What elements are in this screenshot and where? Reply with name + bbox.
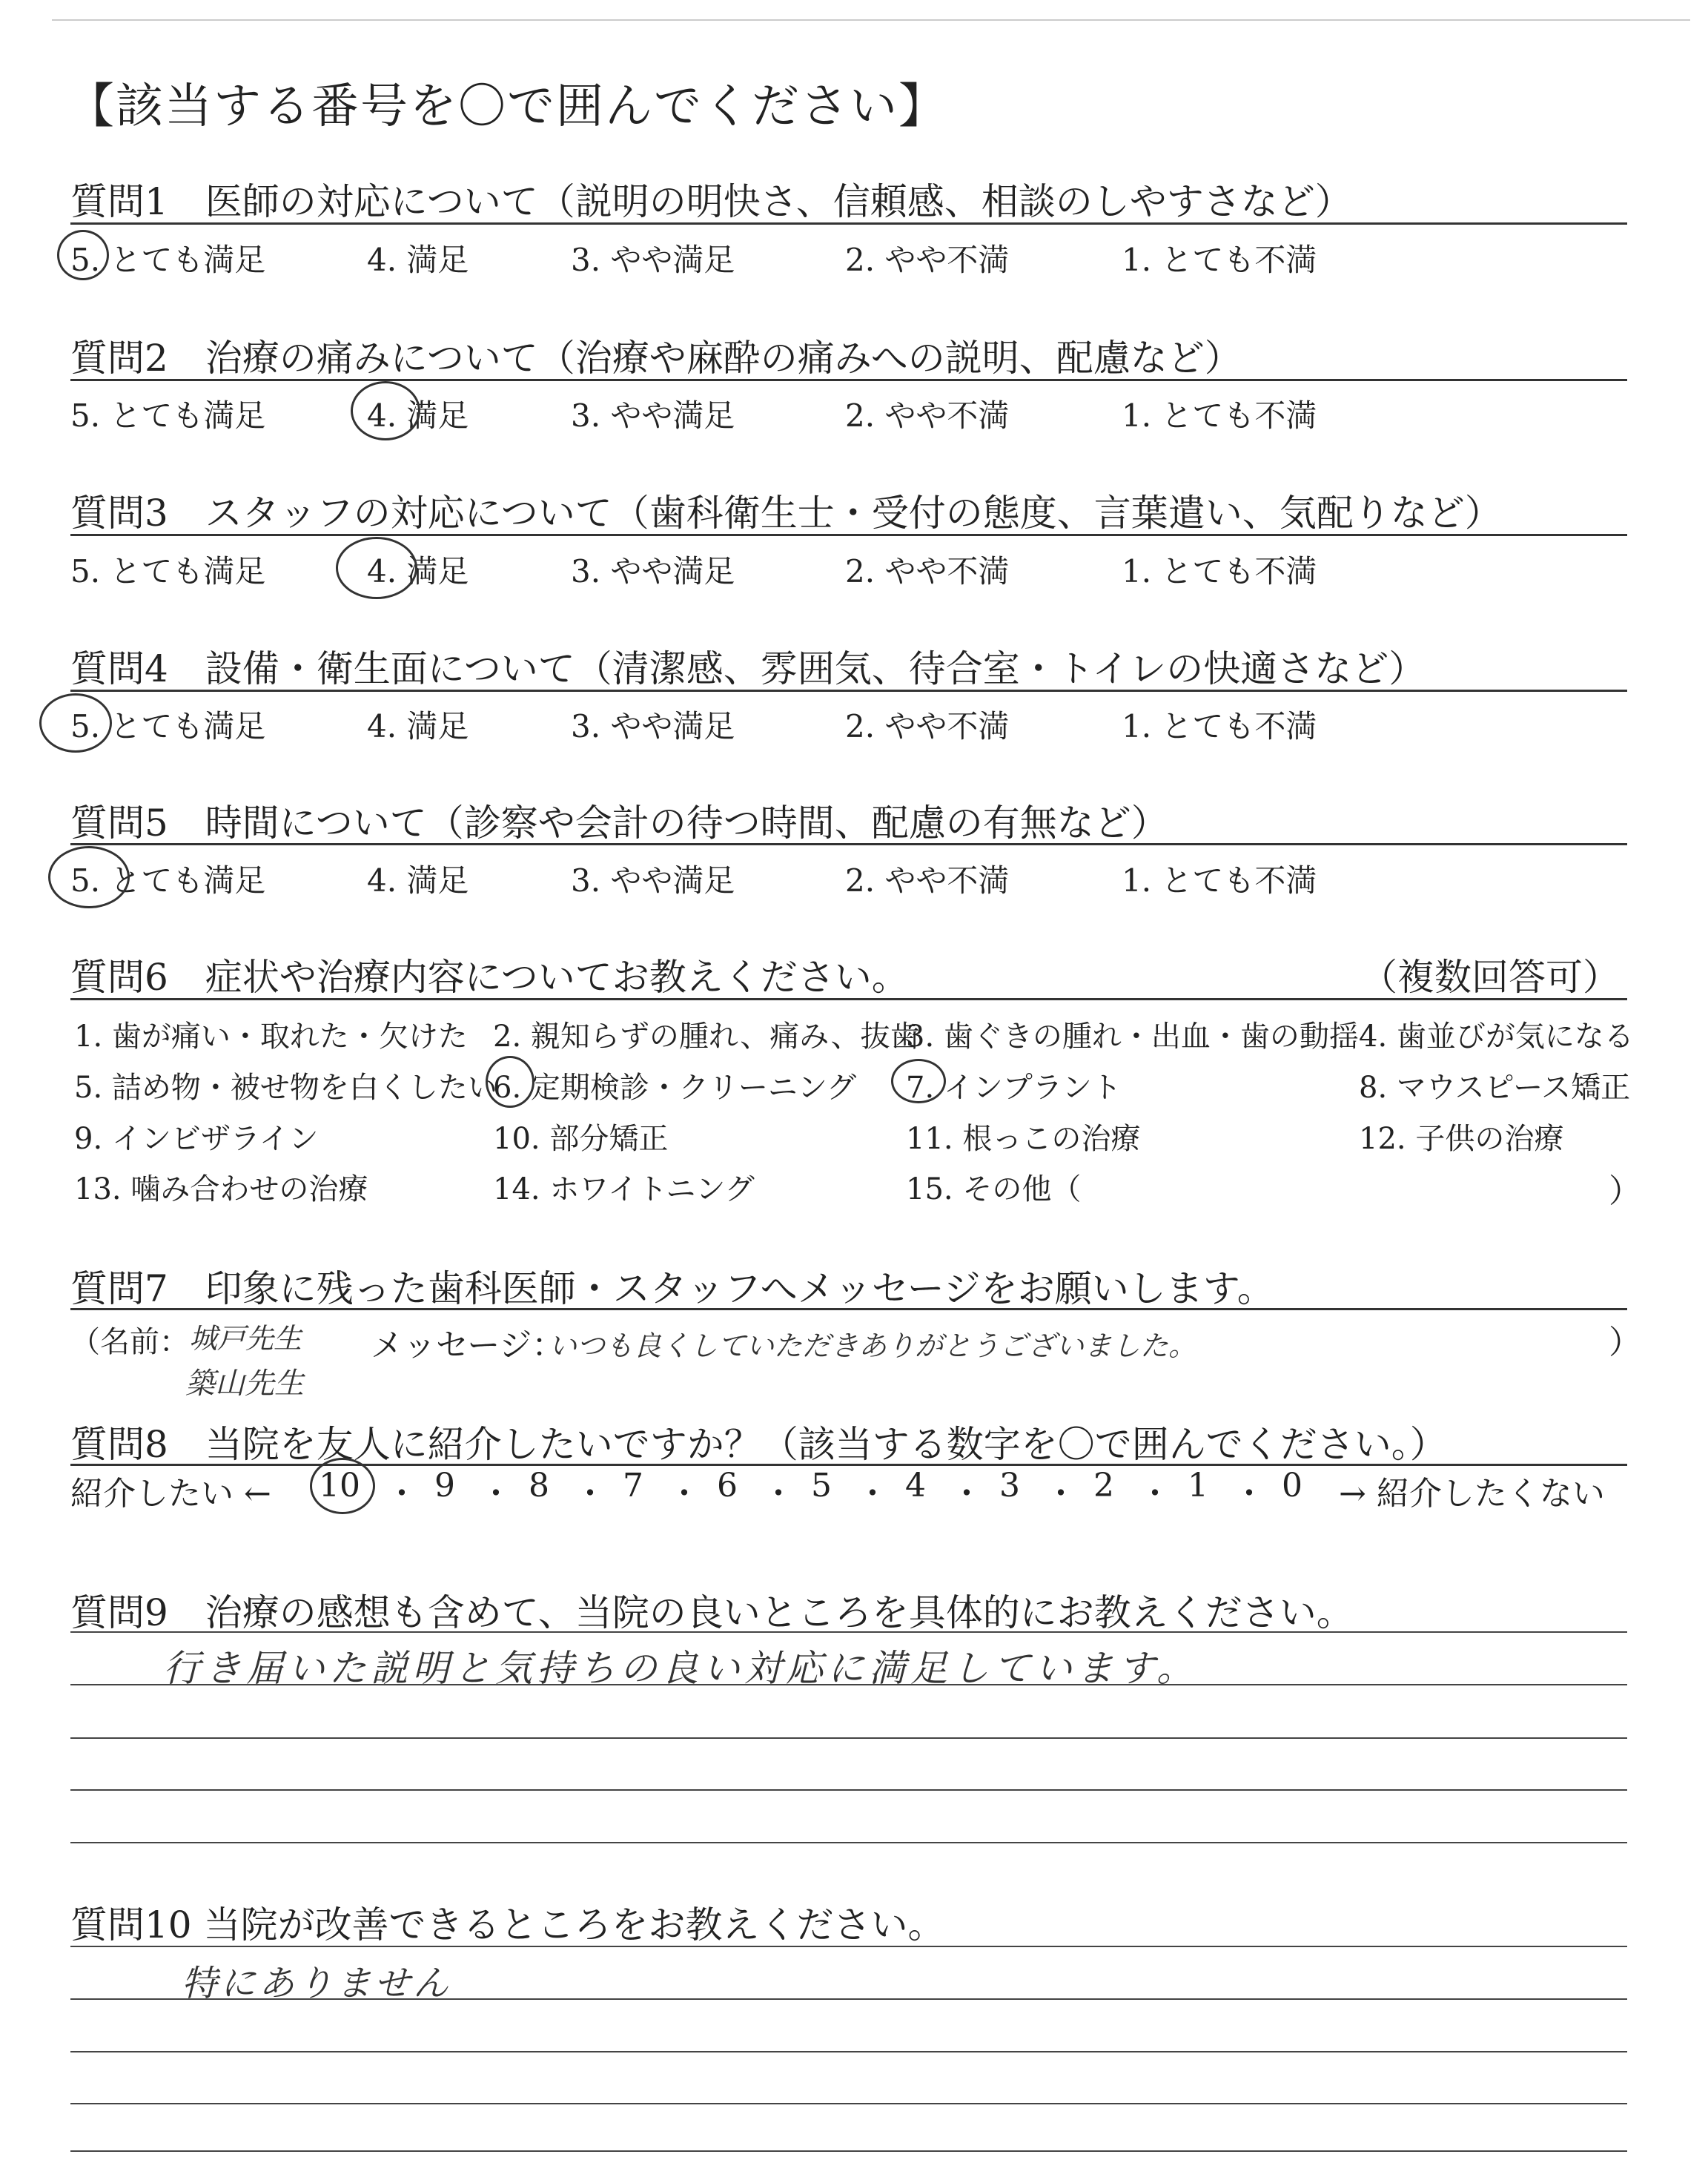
q8-dot: ・ (1233, 1475, 1265, 1513)
q1-option-3[interactable]: 3. やや満足 (571, 242, 735, 278)
q1-option-4[interactable]: 4. 満足 (367, 242, 469, 278)
q9-rule-5 (70, 1842, 1627, 1843)
q8-scale-3[interactable]: 3 (999, 1467, 1020, 1505)
q9-rule-3 (70, 1737, 1627, 1739)
q7-close-paren: ） (1609, 1324, 1641, 1361)
q8-scale-7[interactable]: 7 (623, 1467, 643, 1505)
q8-scale-1[interactable]: 1 (1188, 1467, 1208, 1505)
q7-name-handwritten-2: 築山先生 (185, 1367, 304, 1401)
question-1-options (70, 236, 1627, 280)
q3-option-3[interactable]: 3. やや満足 (571, 553, 735, 589)
q8-scale-10[interactable]: 10 (319, 1467, 360, 1505)
q3-option-1[interactable]: 1. とても不満 (1122, 553, 1317, 589)
question-6-note: （複数回答可） (1360, 956, 1620, 999)
q6-item-8[interactable]: 8. マウスピース矯正 (1359, 1071, 1631, 1105)
q10-rule-2 (70, 1998, 1627, 2000)
q8-dot: ・ (385, 1475, 418, 1513)
q10-answer-handwritten: 特にありません (182, 1963, 452, 2004)
q10-rule-1 (70, 1946, 1627, 1947)
q2-option-1[interactable]: 1. とても不満 (1122, 397, 1317, 434)
page-title: 【該当する番号を〇で囲んでください】 (67, 79, 947, 134)
q8-dot: ・ (762, 1475, 795, 1513)
q4-option-5[interactable]: 5. とても満足 (70, 708, 266, 744)
q6-selection-circle-6 (486, 1056, 534, 1108)
q6-other-close-paren: ） (1609, 1172, 1641, 1210)
question-1-rule (70, 222, 1627, 225)
q3-option-5[interactable]: 5. とても満足 (70, 553, 266, 589)
q6-item-15[interactable]: 15. その他（ (906, 1172, 1082, 1206)
q2-option-3[interactable]: 3. やや満足 (571, 397, 735, 434)
q5-option-1[interactable]: 1. とても不満 (1122, 862, 1317, 899)
question-3-label: 質問3 スタッフの対応について（歯科衛生士・受付の態度、言葉遣い、気配りなど） (70, 492, 1502, 535)
q2-option-4[interactable]: 4. 満足 (367, 397, 469, 434)
q6-item-6[interactable]: 6. 定期検診・クリーニング (493, 1071, 857, 1105)
q2-option-5[interactable]: 5. とても満足 (70, 397, 266, 434)
q6-item-10[interactable]: 10. 部分矯正 (493, 1122, 669, 1156)
q6-item-9[interactable]: 9. インビザライン (74, 1122, 319, 1156)
top-border (52, 19, 1690, 21)
q8-selection-circle (310, 1458, 375, 1514)
question-9-label: 質問9 治療の感想も含めて、当院の良いところを具体的にお教えください。 (70, 1591, 1354, 1634)
q8-dot: ・ (480, 1475, 512, 1513)
question-3-rule (70, 534, 1627, 536)
q8-right-label: → 紹介したくない (1339, 1475, 1605, 1513)
q8-scale-8[interactable]: 8 (529, 1467, 549, 1505)
q6-item-14[interactable]: 14. ホワイトニング (493, 1172, 755, 1206)
q6-selection-circle-7 (891, 1059, 946, 1103)
q10-rule-4 (70, 2103, 1627, 2104)
q8-dot: ・ (950, 1475, 983, 1513)
q7-message-handwritten: いつも良くしていただきありがとうございました。 (549, 1330, 1197, 1362)
q8-left-label: 紹介したい ← (70, 1475, 271, 1513)
question-6-label: 質問6 症状や治療内容についてお教えください。 (70, 956, 909, 999)
q6-item-4[interactable]: 4. 歯並びが気になる (1359, 1020, 1634, 1054)
q1-selection-circle (57, 230, 109, 280)
q6-item-11[interactable]: 11. 根っこの治療 (906, 1122, 1141, 1156)
q8-dot: ・ (668, 1475, 701, 1513)
q9-rule-2 (70, 1684, 1627, 1685)
q5-option-5[interactable]: 5. とても満足 (70, 862, 266, 899)
q10-rule-5 (70, 2150, 1627, 2152)
q5-option-4[interactable]: 4. 満足 (367, 862, 469, 899)
q3-selection-circle (336, 537, 417, 599)
q8-dot: ・ (856, 1475, 889, 1513)
q4-selection-circle (39, 693, 112, 753)
q4-option-2[interactable]: 2. やや不満 (845, 708, 1010, 744)
question-4-rule (70, 690, 1627, 692)
q7-name-handwritten-1: 城戸先生 (189, 1322, 302, 1355)
question-6-rule (70, 998, 1627, 1000)
question-5-rule (70, 843, 1627, 845)
q2-selection-circle (351, 381, 420, 440)
q8-dot: ・ (1139, 1475, 1171, 1513)
q5-option-3[interactable]: 3. やや満足 (571, 862, 735, 899)
q1-option-1[interactable]: 1. とても不満 (1122, 242, 1317, 278)
q9-answer-handwritten: 行き届いた説明と気持ちの良い対応に満足しています。 (163, 1647, 1198, 1690)
q2-option-2[interactable]: 2. やや不満 (845, 397, 1010, 434)
q4-option-3[interactable]: 3. やや満足 (571, 708, 735, 744)
q6-item-1[interactable]: 1. 歯が痛い・取れた・欠けた (74, 1020, 468, 1054)
question-2-options (70, 392, 1627, 436)
question-7-rule (70, 1308, 1627, 1310)
question-1-label: 質問1 医師の対応について（説明の明快さ、信頼感、相談のしやすさなど） (70, 180, 1352, 223)
q5-option-2[interactable]: 2. やや不満 (845, 862, 1010, 899)
q5-selection-circle (48, 846, 130, 908)
q3-option-2[interactable]: 2. やや不満 (845, 553, 1010, 589)
q10-rule-3 (70, 2051, 1627, 2052)
question-8-rule (70, 1464, 1627, 1466)
question-4-label: 質問4 設備・衛生面について（清潔感、雰囲気、待合室・トイレの快適さなど） (70, 647, 1426, 690)
q8-dot: ・ (1045, 1475, 1077, 1513)
q9-rule-4 (70, 1789, 1627, 1791)
q3-option-4[interactable]: 4. 満足 (367, 553, 469, 589)
q8-scale-6[interactable]: 6 (717, 1467, 738, 1505)
q8-scale-2[interactable]: 2 (1093, 1467, 1114, 1505)
q7-message-label: メッセージ： (371, 1327, 565, 1364)
question-7-label: 質問7 印象に残った歯科医師・スタッフへメッセージをお願いします。 (70, 1267, 1274, 1310)
q4-option-1[interactable]: 1. とても不満 (1122, 708, 1317, 744)
q6-item-2[interactable]: 2. 親知らずの腫れ、痛み、抜歯 (493, 1020, 920, 1054)
q7-name-label: （名前： (70, 1325, 189, 1359)
question-2-rule (70, 379, 1627, 381)
q8-scale-0[interactable]: 0 (1282, 1467, 1302, 1505)
q9-rule-1 (70, 1631, 1627, 1633)
q1-option-5[interactable]: 5. とても満足 (70, 242, 266, 278)
question-4-options (70, 702, 1627, 747)
q6-item-13[interactable]: 13. 噛み合わせの治療 (74, 1172, 368, 1206)
q8-scale-9[interactable]: 9 (434, 1467, 455, 1505)
q8-scale-4[interactable]: 4 (905, 1467, 926, 1505)
question-10-label: 質問10 当院が改善できるところをお教えください。 (70, 1903, 945, 1946)
q8-scale-5[interactable]: 5 (811, 1467, 832, 1505)
q1-option-2[interactable]: 2. やや不満 (845, 242, 1010, 278)
question-3-options (70, 547, 1627, 592)
q6-item-5[interactable]: 5. 詰め物・被せ物を白くしたい (74, 1071, 497, 1105)
q6-item-7[interactable]: 7. インプラント (906, 1071, 1122, 1105)
question-2-label: 質問2 治療の痛みについて（治療や麻酔の痛みへの説明、配慮など） (70, 337, 1242, 380)
q6-item-12[interactable]: 12. 子供の治療 (1359, 1122, 1564, 1156)
q4-option-4[interactable]: 4. 満足 (367, 708, 469, 744)
question-5-label: 質問5 時間について（診察や会計の待つ時間、配慮の有無など） (70, 802, 1168, 845)
q8-dot: ・ (574, 1475, 606, 1513)
question-8-label: 質問8 当院を友人に紹介したいですか？（該当する数字を〇で囲んでください。） (70, 1423, 1447, 1466)
q6-item-3[interactable]: 3. 歯ぐきの腫れ・出血・歯の動揺 (906, 1020, 1359, 1054)
question-5-options (70, 856, 1627, 901)
